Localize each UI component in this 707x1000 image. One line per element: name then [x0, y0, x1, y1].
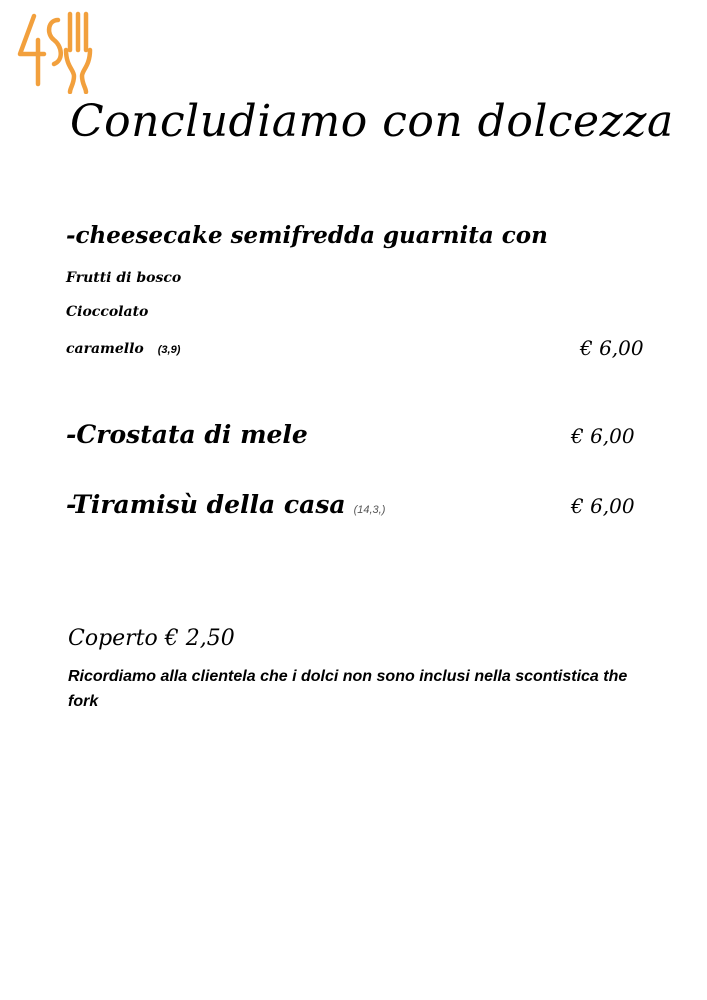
- menu-item-price: € 6,00: [571, 424, 635, 448]
- menu-item-tiramisu-row: [66, 490, 385, 519]
- fork-logo-icon: [14, 10, 94, 94]
- menu-item-price: € 6,00: [571, 494, 635, 518]
- allergens-label: (3,9): [157, 344, 181, 356]
- cover-charge: Coperto € 2,50: [68, 626, 235, 651]
- menu-item-price: € 6,00: [580, 336, 644, 360]
- menu-item-option-row: [66, 340, 180, 358]
- menu-item-cheesecake-name: -cheesecake semifredda guarnita con: [66, 222, 548, 249]
- allergens-label: (14,3,): [353, 504, 386, 516]
- menu-item-tiramisu-name: -Tiramisù della casa: [66, 490, 346, 519]
- menu-item-option: Cioccolato: [66, 304, 149, 320]
- menu-item-crostata-name: -Crostata di mele: [66, 420, 308, 449]
- menu-item-option: Frutti di bosco: [66, 270, 182, 286]
- menu-item-option: caramello: [66, 341, 144, 357]
- page-title: Concludiamo con dolcezza: [70, 96, 674, 147]
- discount-note: Ricordiamo alla clientela che i dolci non sono inclusi nella scontistica the fork: [68, 668, 628, 710]
